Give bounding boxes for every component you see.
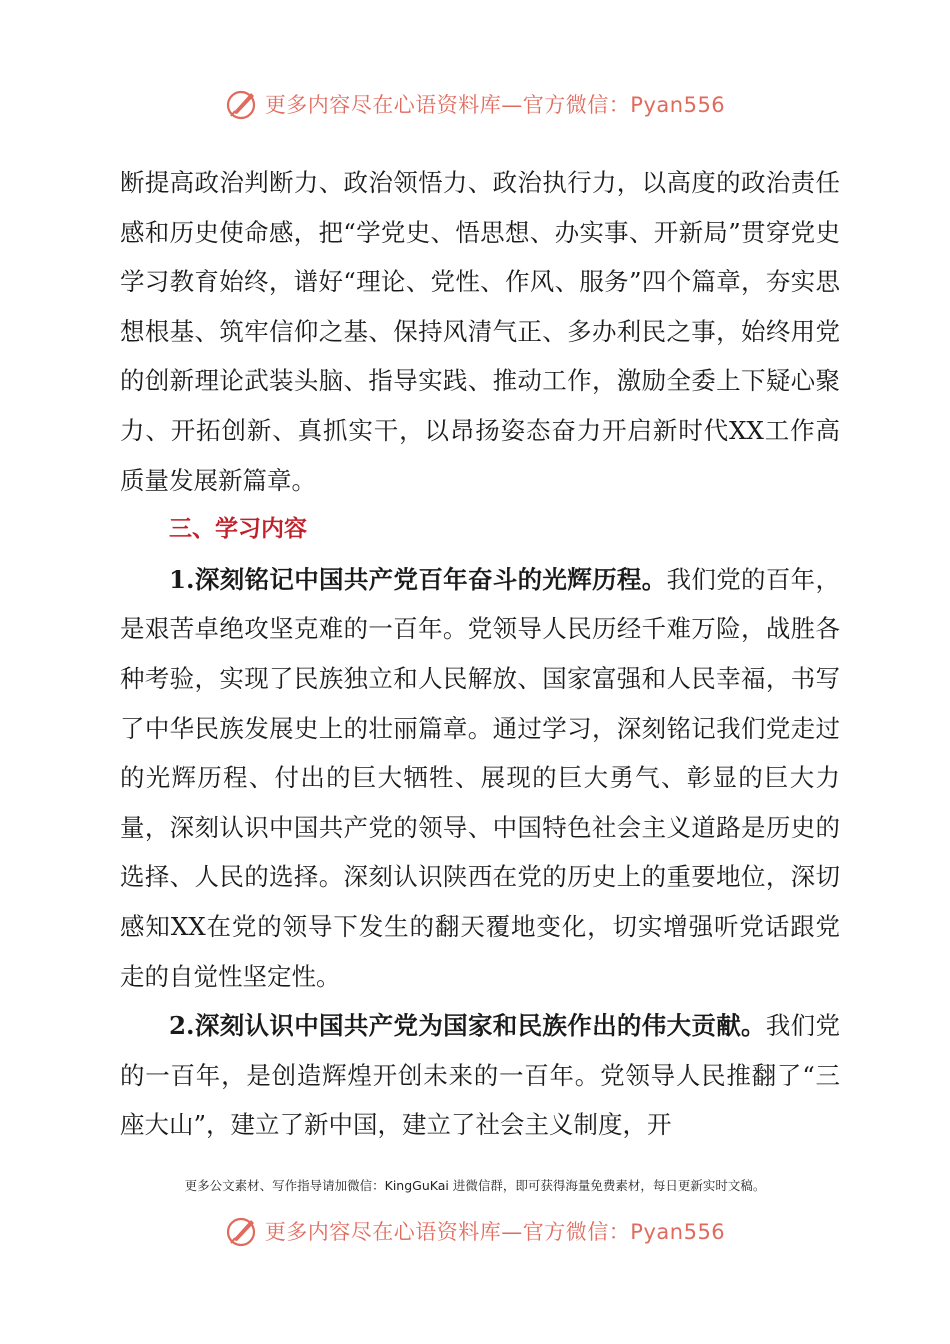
section-heading: 三、学习内容 xyxy=(169,516,307,543)
paragraph-item-1 xyxy=(120,555,840,1001)
quill-logo-icon xyxy=(225,87,259,121)
item-2-body: 我们党的一百年，是创造辉煌开创未来的一百年。党领导人民推翻了“三座大山”，建立了新中国，建立了社会主义制度，开 xyxy=(120,1011,841,1140)
header-banner xyxy=(0,84,950,124)
quill-logo-icon xyxy=(225,1214,259,1248)
footer-note: 更多公文素材、写作指导请加微信：KingGuKai 进微信群，即可获得海量免费素材，每日更新实时文稿。 xyxy=(184,1178,766,1193)
footer-banner xyxy=(0,1211,950,1251)
banner-text: 更多内容尽在心语资料库—官方微信：Pyan556 xyxy=(264,1220,726,1244)
paragraph-continuation: 断提高政治判断力、政治领悟力、政治执行力，以高度的政治责任感和历史使命感，把“学党史、悟思想、办实事、开新局”贯穿党史学习教育始终，谱好“理论、党性、作风、服务”四个篇章，夯实思想根基、筑牢信仰之基、保持风清气正、多办利民之事，始终用党的创新理论武装头脑、指导实践、推动工作，激励全委上下疑心聚力、开拓创新、真抓实干，以昂扬姿态奋力开启新时代XX工作高质量发展新篇章。 xyxy=(120,168,840,495)
banner-text: 更多内容尽在心语资料库—官方微信：Pyan556 xyxy=(264,93,726,117)
paragraph-item-2 xyxy=(120,1001,840,1150)
item-2-lead: 2.深刻认识中国共产党为国家和民族作出的伟大贡献。 xyxy=(169,1011,766,1041)
item-1-body: 我们党的百年，是艰苦卓绝攻坚克难的一百年。党领导人民历经千难万险，战胜各种考验，实现了民族独立和人民解放、国家富强和人民幸福，书写了中华民族发展史上的壮丽篇章。通过学习，深刻铭记我们党走过的光辉历程、付出的巨大牺牲、展现的巨大勇气、彰显的巨大力量，深刻认识中国共产党的领导、中国特色社会主义道路是历史的选择、人民的选择。深刻认识陕西在党的历史上的重要地位，深切感知XX在党的领导下发生的翻天覆地变化，切实增强听党话跟党走的自觉性坚定性。 xyxy=(120,564,841,991)
item-1-lead: 1.深刻铭记中国共产党百年奋斗的光辉历程。 xyxy=(169,564,667,594)
document-body xyxy=(120,158,840,1150)
